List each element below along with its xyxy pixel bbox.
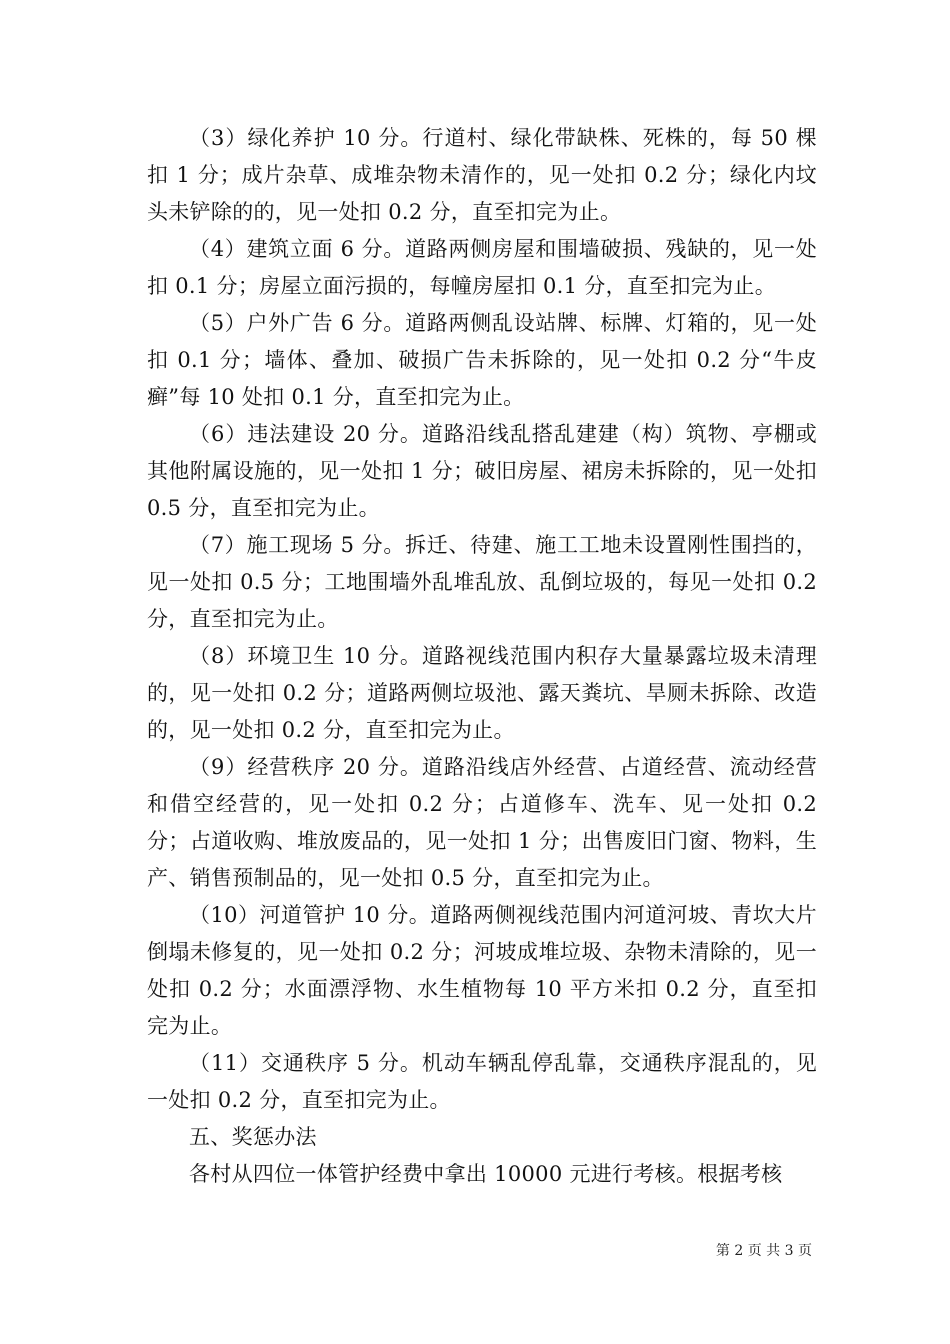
document-body xyxy=(147,120,817,1193)
paragraph-sanitation: （8）环境卫生 10 分。道路视线范围内积存大量暴露垃圾未清理的，见一处扣 0.2 分；道路两侧垃圾池、露天粪坑、旱厕未拆除、改造的，见一处扣 0.2 分，直至扣完为止。 xyxy=(147,644,817,742)
paragraph-building-facade: （4）建筑立面 6 分。道路两侧房屋和围墙破损、残缺的，见一处扣 0.1 分；房屋立面污损的，每幢房屋扣 0.1 分，直至扣完为止。 xyxy=(147,237,817,298)
paragraph-greening: （3）绿化养护 10 分。行道村、绿化带缺株、死株的，每 50 棵扣 1 分；成片杂草、成堆杂物未清作的，见一处扣 0.2 分；绿化内坟头未铲除的的，见一处扣 0.2 分，直至扣完为止。 xyxy=(147,126,817,224)
paragraph-outdoor-ads: （5）户外广告 6 分。道路两侧乱设站牌、标牌、灯箱的，见一处扣 0.1 分；墙体、叠加、破损广告未拆除的，见一处扣 0.2 分“牛皮癣”每 10 处扣 0.1 分，直至扣完为止。 xyxy=(147,311,817,409)
paragraph-construction-site: （7）施工现场 5 分。拆迁、待建、施工工地未设置刚性围挡的，见一处扣 0.5 分；工地围墙外乱堆乱放、乱倒垃圾的，每见一处扣 0.2 分，直至扣完为止。 xyxy=(147,533,817,631)
paragraph-river-management: （10）河道管护 10 分。道路两侧视线范围内河道河坡、青坎大片倒塌未修复的，见一处扣 0.2 分；河坡成堆垃圾、杂物未清除的，见一处扣 0.2 分；水面漂浮物、水生植物每 10 平方米扣 0.2 分，直至扣完为止。 xyxy=(147,903,817,1038)
section-heading: 五、奖惩办法 xyxy=(189,1125,317,1149)
paragraph-traffic-order: （11）交通秩序 5 分。机动车辆乱停乱靠，交通秩序混乱的，见一处扣 0.2 分，直至扣完为止。 xyxy=(147,1051,817,1112)
paragraph-illegal-construction: （6）违法建设 20 分。道路沿线乱搭乱建建（构）筑物、亭棚或其他附属设施的，见一处扣 1 分；破旧房屋、裙房未拆除的，见一处扣 0.5 分，直至扣完为止。 xyxy=(147,422,817,520)
paragraph-business-order: （9）经营秩序 20 分。道路沿线店外经营、占道经营、流动经营和借空经营的，见一处扣 0.2 分；占道修车、洗车、见一处扣 0.2 分；占道收购、堆放废品的，见一处扣 1 分；出售废旧门窗、物料，生产、销售预制品的，见一处扣 0.5 分，直至扣完为止。 xyxy=(147,755,817,890)
page-number-footer: 第 2 页 共 3 页 xyxy=(715,1243,812,1259)
paragraph-funding: 各村从四位一体管护经费中拿出 10000 元进行考核。根据考核 xyxy=(189,1162,783,1186)
